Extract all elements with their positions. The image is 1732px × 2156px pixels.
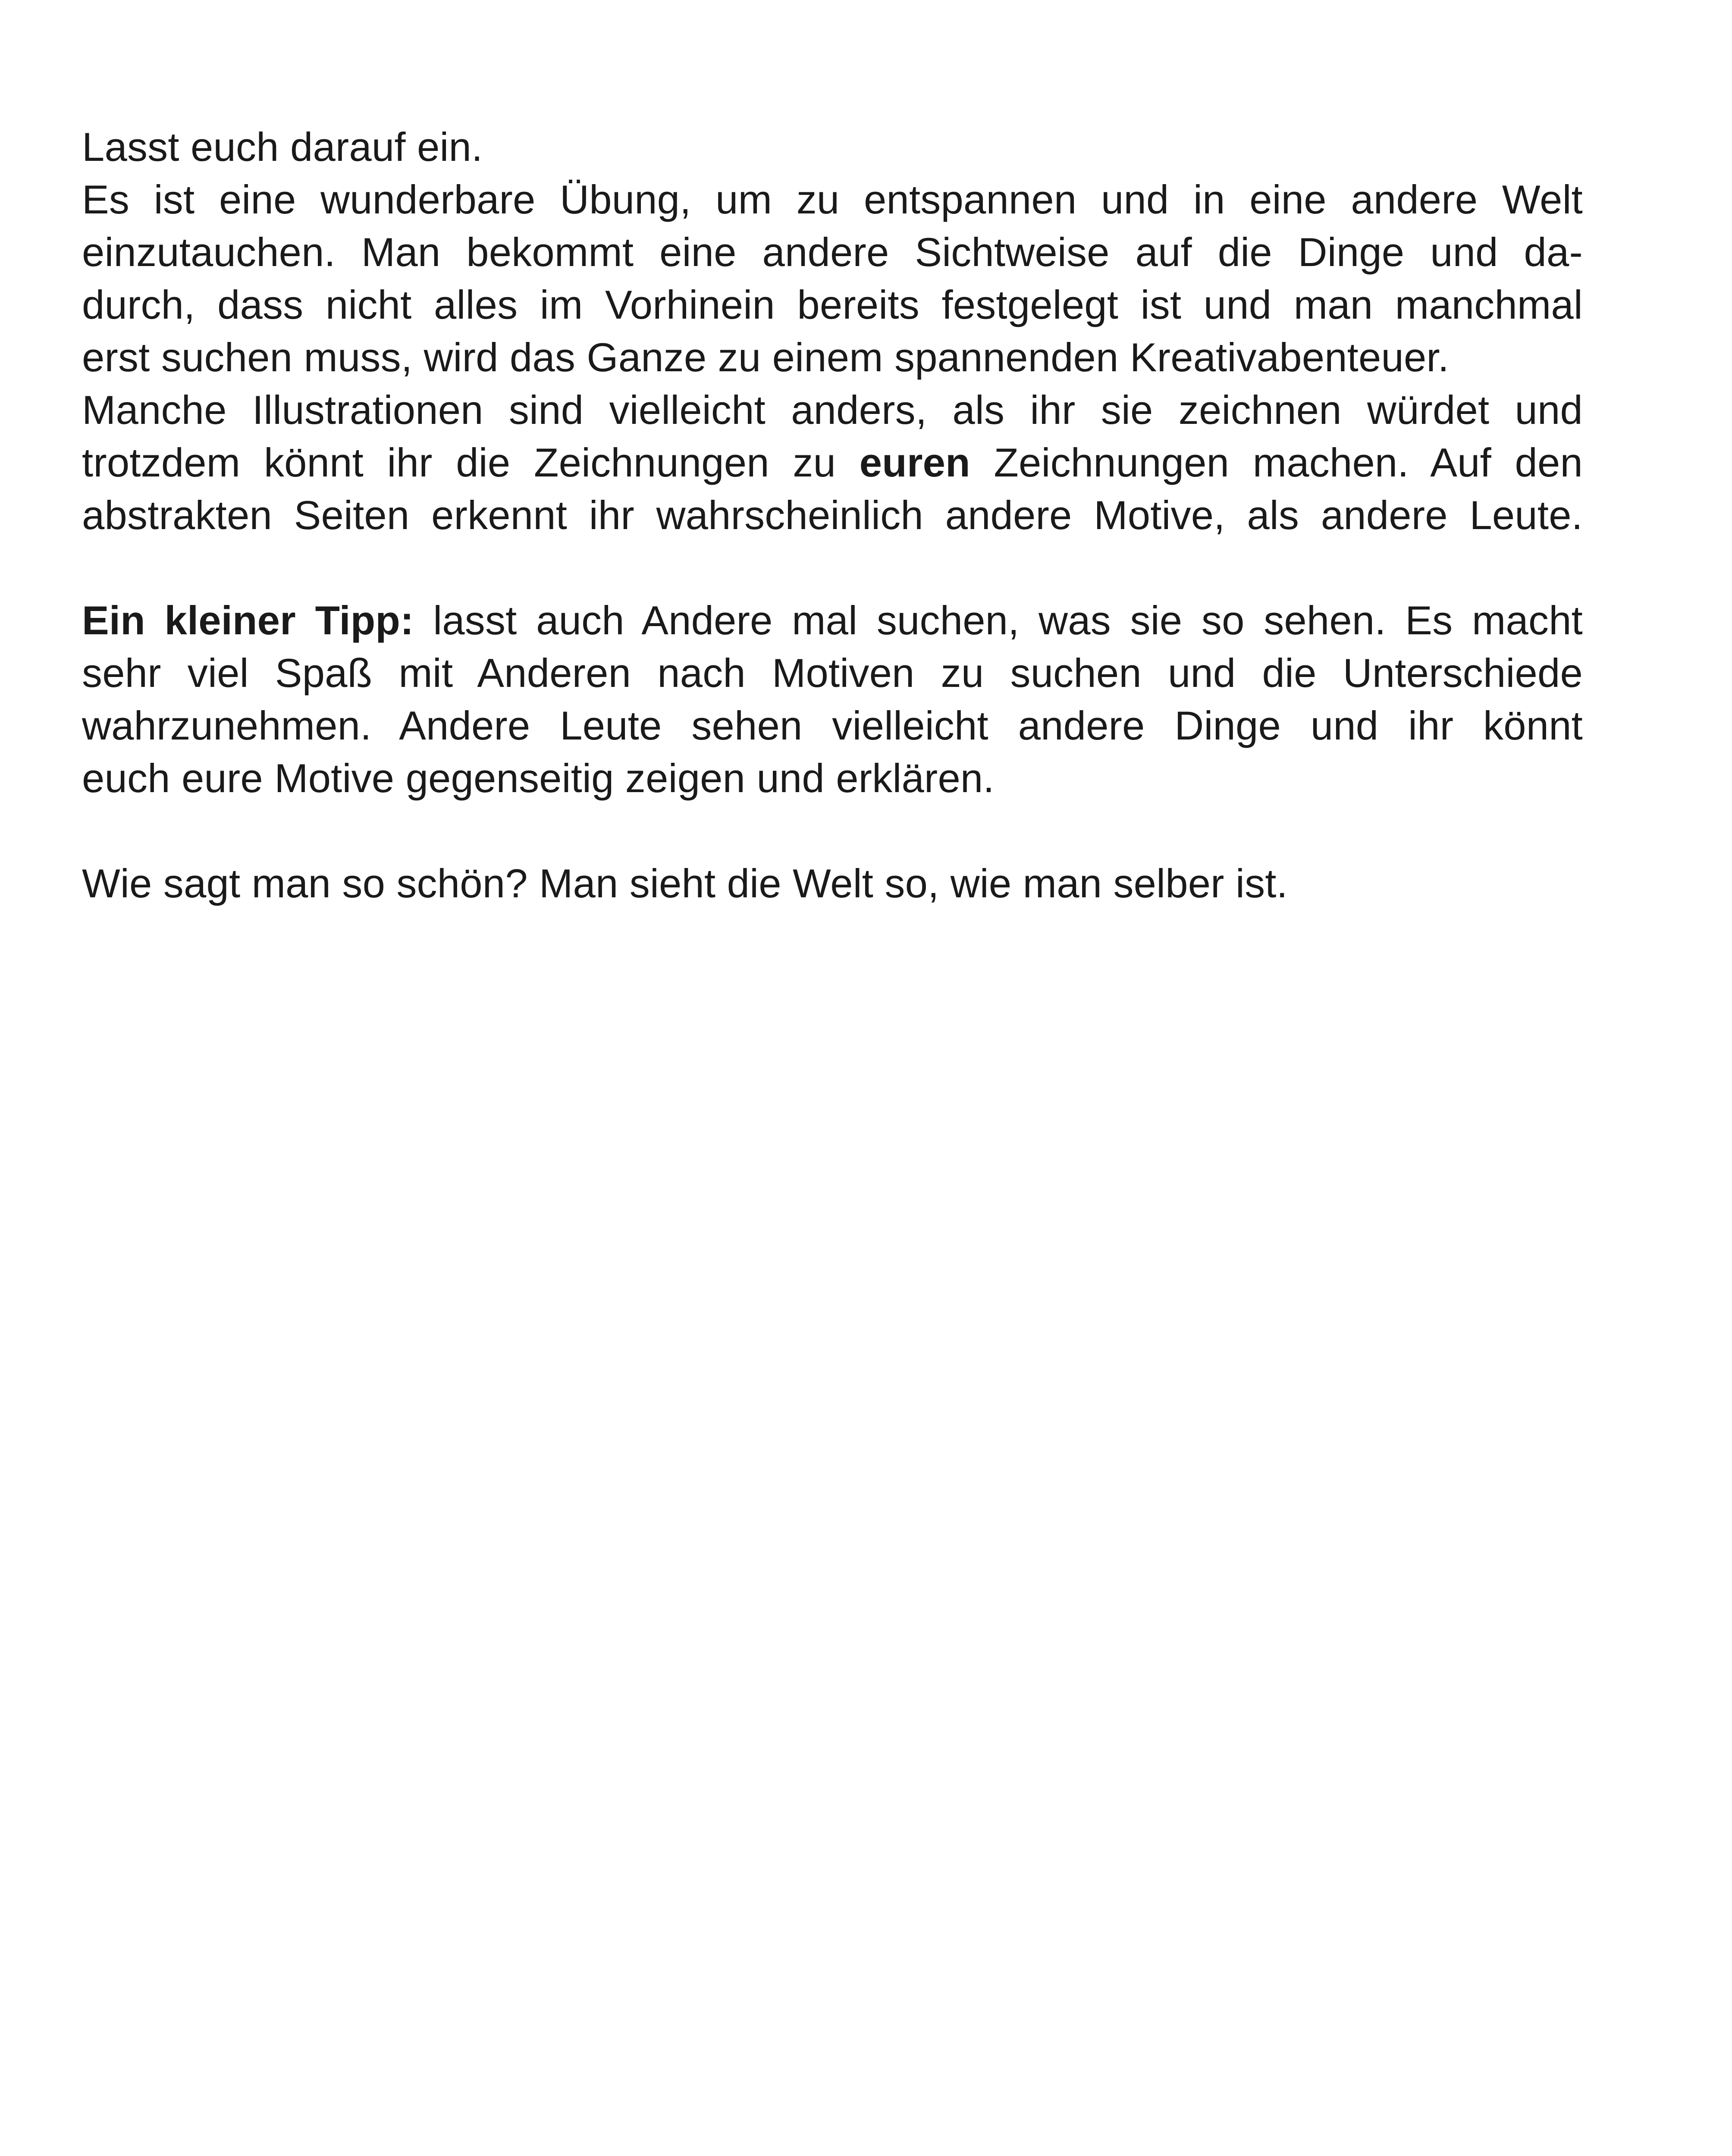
paragraph1-line-5: Manche Illustrationen sind vielleicht anders, als ihr sie zeichnen würdet und: [82, 387, 1583, 432]
paragraph-spacer: [82, 542, 1583, 594]
tip-heading: Ein kleiner Tipp:: [82, 598, 414, 643]
closing-line: Wie sagt man so schön? Man sieht die Welt so, wie man selber ist.: [82, 861, 1288, 906]
paragraph1-line-2: einzutauchen. Man bekommt eine andere Sichtweise auf die Dinge und da-: [82, 229, 1583, 275]
paragraph1-line-4: erst suchen muss, wird das Ganze zu einem spannenden Kreativabenteuer.: [82, 335, 1450, 380]
paragraph1-line-6: [82, 436, 1583, 489]
paragraph2-line-2: sehr viel Spaß mit Anderen nach Motiven zu suchen und die Unterschiede: [82, 650, 1583, 696]
body-text: [82, 121, 1583, 910]
paragraph1-line-7: abstrakten Seiten erkennt ihr wahrscheinlich andere Motive, als andere Leute.: [82, 492, 1583, 538]
emphasis-euren: euren: [859, 440, 970, 485]
paragraph2-line-3: wahrzunehmen. Andere Leute sehen vielleicht andere Dinge und ihr könnt: [82, 703, 1583, 748]
paragraph1-line-3: durch, dass nicht alles im Vorhinein bereits festgelegt ist und man manchmal: [82, 282, 1583, 327]
paragraph1-line-6-end: Zeichnungen machen. Auf den: [970, 440, 1583, 485]
paragraph2-line-4: euch eure Motive gegenseitig zeigen und erklären.: [82, 755, 995, 801]
paragraph-spacer: [82, 805, 1583, 857]
paragraph2-line-1: [82, 594, 1583, 647]
paragraph2-line-1-rest: lasst auch Andere mal suchen, was sie so sehen. Es macht: [414, 598, 1583, 643]
intro-line: Lasst euch darauf ein.: [82, 124, 483, 169]
paragraph1-line-6-start: trotzdem könnt ihr die Zeichnungen zu: [82, 440, 860, 485]
paragraph1-line-1: Es ist eine wunderbare Übung, um zu entspannen und in eine andere Welt: [82, 177, 1583, 222]
